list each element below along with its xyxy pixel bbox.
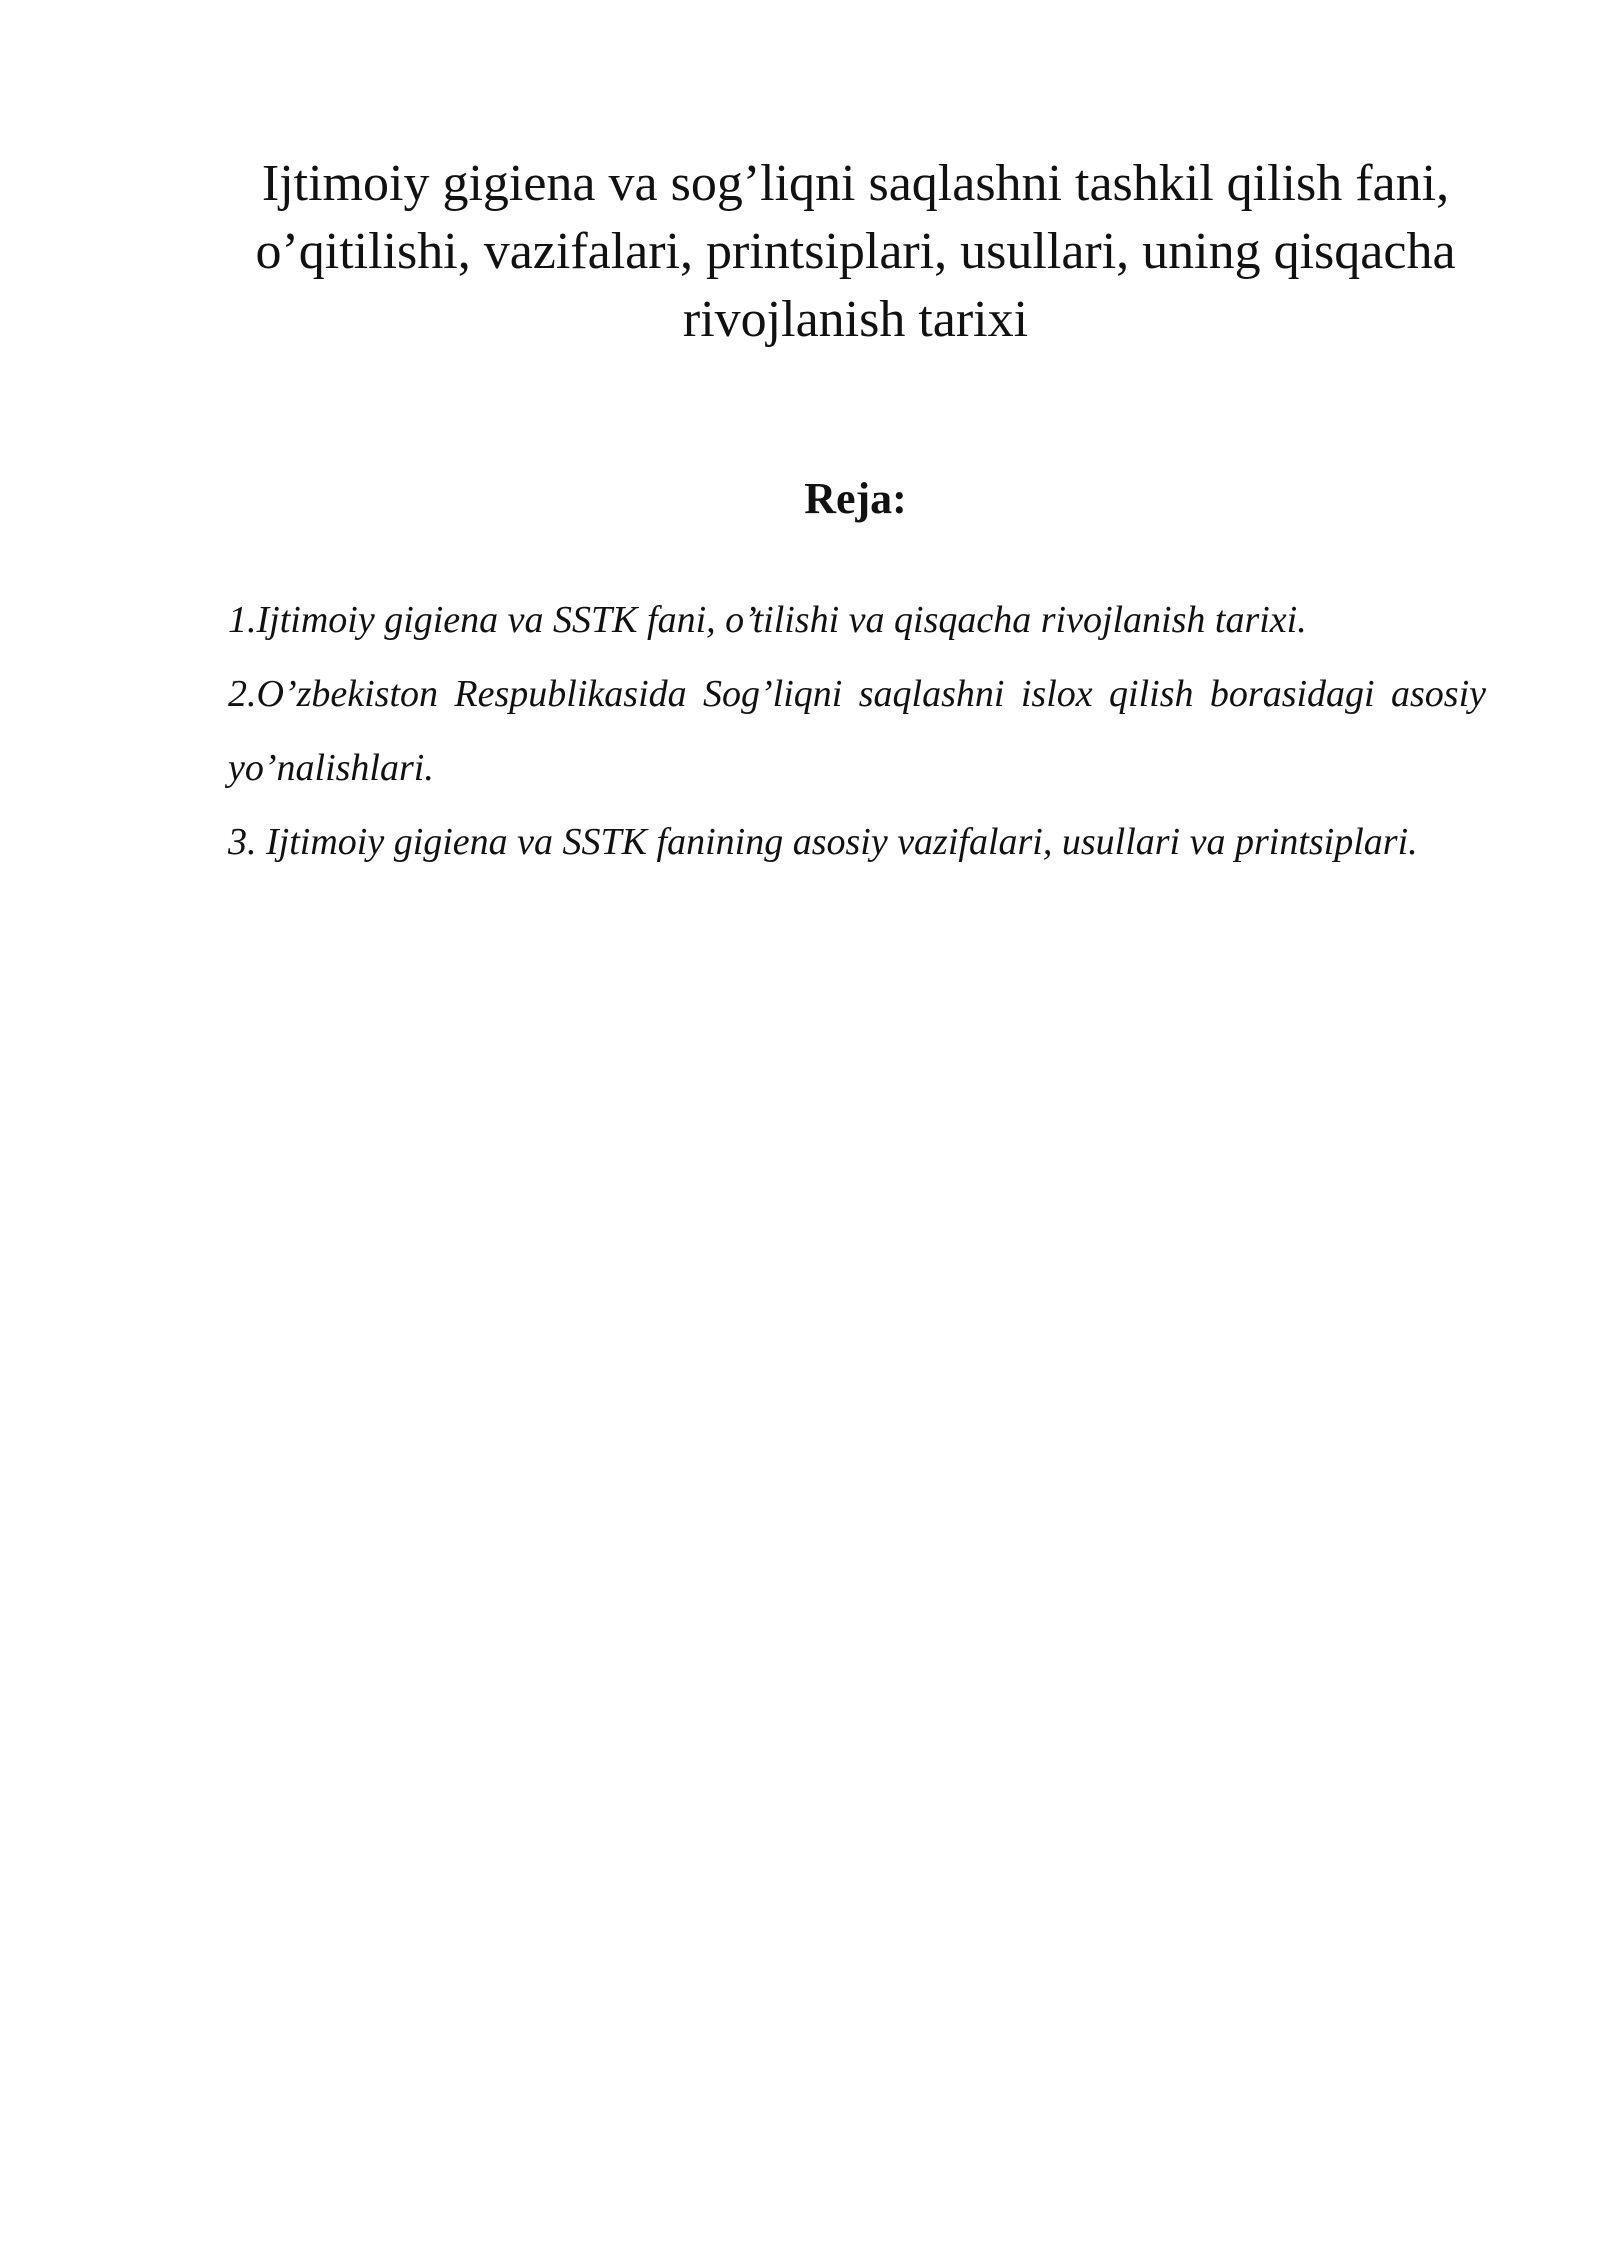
plan-heading: Reja: bbox=[804, 474, 907, 523]
document-title: Ijtimoiy gigiena va sog’liqni saqlashni tashkil qilish fani, o’qitilishi, vazifalari, printsiplari, usullari, uning qisqacha rivojlanish tarixi bbox=[255, 155, 1456, 348]
plan-item-2: 2.O’zbekiston Respublikasida Sog’liqni saqlashni islox qilish borasidagi asosiy yo’nalishlari. bbox=[228, 673, 1486, 789]
plan-item-3: 3. Ijtimoiy gigiena va SSTK fanining asosiy vazifalari, usullari va printsiplari. bbox=[228, 821, 1418, 863]
plan-item-1: 1.Ijtimoiy gigiena va SSTK fani, o’tilishi va qisqacha rivojlanish tarixi. bbox=[228, 599, 1307, 641]
plan-list bbox=[228, 583, 1486, 879]
